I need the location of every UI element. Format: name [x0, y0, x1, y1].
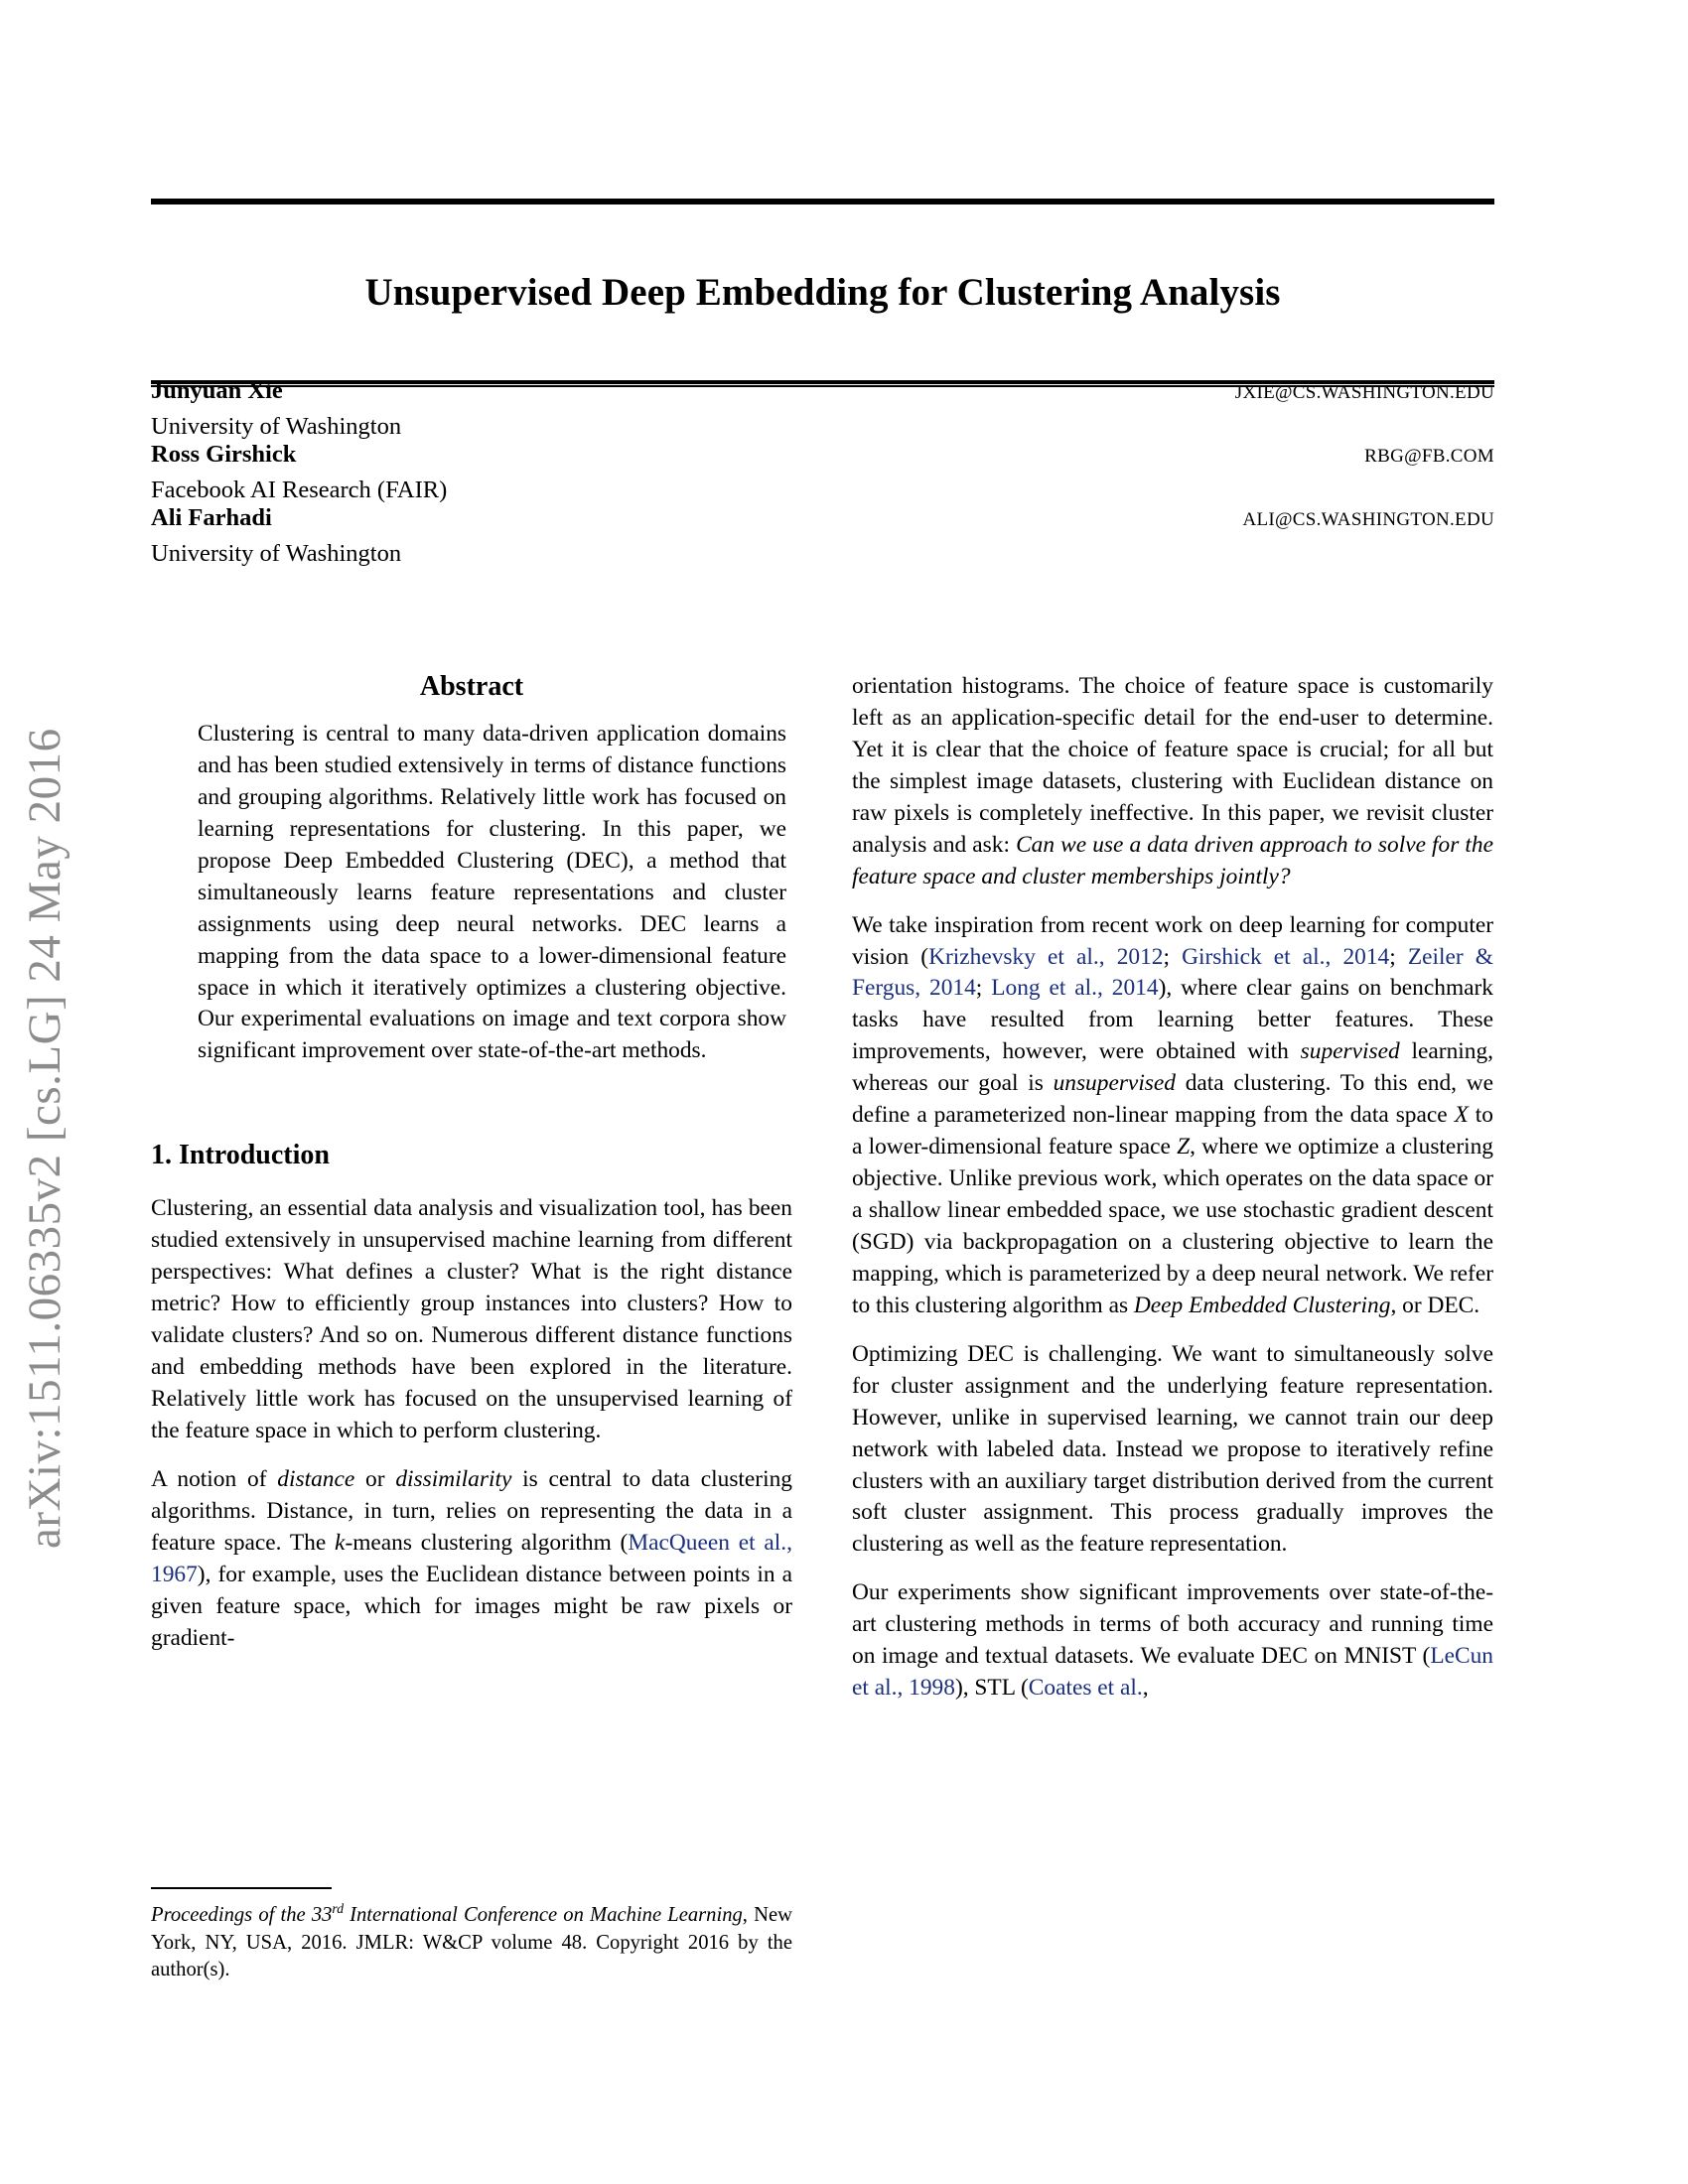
text-fragment-italic: dissimilarity	[395, 1465, 512, 1492]
citation-link[interactable]: Coates et al.	[1028, 1675, 1143, 1702]
author-entry	[151, 377, 1494, 441]
footnote-fragment-italic: International Conference on Machine Learning	[344, 1903, 743, 1926]
author-name: Ross Girshick	[151, 441, 297, 468]
math-symbol: Z	[1177, 1134, 1191, 1160]
section-heading-introduction: 1. Introduction	[151, 1140, 330, 1171]
paper-page	[151, 0, 1494, 2184]
text-fragment: ;	[1389, 943, 1408, 970]
right-column	[852, 671, 1493, 1705]
left-column	[151, 671, 792, 1981]
author-email[interactable]: ALI@CS.WASHINGTON.EDU	[1242, 509, 1494, 530]
intro-paragraph-1: Clustering, an essential data analysis and visualization tool, has been studied extensively in unsupervised machine learning from different perspectives: What defines a cluster? What is the right distance metric? How to efficiently group instances into clusters? How to validate clusters? And so on. Numerous different distance functions and embedding methods have been explored in the literature. Relatively little work has focused on the unsupervised learning of the feature space in which to perform clustering.	[151, 1195, 792, 1443]
math-symbol: X	[1454, 1102, 1469, 1129]
citation-link[interactable]: MacQueen et al., 1967	[151, 1529, 792, 1587]
text-fragment: -means clustering algorithm (	[345, 1529, 629, 1556]
citation-link[interactable]: Krizhevsky et al., 2012	[928, 943, 1164, 970]
footnote-ordinal-suffix: rd	[332, 1901, 344, 1916]
citation-link[interactable]: Long et al., 2014	[991, 975, 1159, 1002]
author-row	[151, 377, 1494, 405]
right-paragraph-1	[852, 671, 1493, 893]
text-fragment: ;	[975, 975, 992, 1002]
title-top-rule	[151, 199, 1494, 205]
citation-link[interactable]: Girshick et al., 2014	[1182, 943, 1390, 970]
author-row	[151, 441, 1494, 469]
arxiv-stamp-text: arXiv:1511.06335v2 [cs.LG] 24 May 2016	[19, 728, 70, 1549]
text-fragment: ), where clear gains on benchmark tasks have resulted from learning better features. These improvements, however, were obtained with	[852, 975, 1493, 1065]
abstract-body: Clustering is central to many data-driven application domains and has been studied extensively in terms of distance functions and grouping algorithms. Relatively little work has focused on learning representations for clustering. In this paper, we propose Deep Embedded Clustering (DEC), a method that simultaneously learns feature representations and cluster assignments using deep neural networks. DEC learns a mapping from the data space to a lower-dimensional feature space in which it iteratively optimizes a clustering objective. Our experimental evaluations on image and text corpora show significant improvement over state-of-the-art methods.	[198, 721, 786, 1064]
author-row	[151, 504, 1494, 532]
text-fragment: learning, whereas our goal is	[852, 1038, 1493, 1097]
citation-link[interactable]: Zeiler & Fergus, 2014	[852, 943, 1493, 1002]
footnote-fragment: , New York, NY, USA, 2016. JMLR: W&CP volume 48. Copyright 2016 by the author(s).	[151, 1903, 792, 1981]
footnote-text	[151, 1900, 792, 1984]
text-fragment: is central to data clustering algorithms. Distance, in turn, relies on representing the data in a feature space. The	[151, 1465, 792, 1556]
author-entry	[151, 441, 1494, 504]
author-affiliation: University of Washington	[151, 540, 402, 567]
intro-paragraph-2	[151, 1464, 792, 1655]
text-fragment-italic: unsupervised	[1053, 1070, 1176, 1097]
author-affiliation: Facebook AI Research (FAIR)	[151, 477, 448, 503]
text-fragment: , where we optimize a clustering objective. Unlike previous work, which operates on the data space or a shallow linear embedded space, we use stochastic gradient descent (SGD) via backpropagation on a clustering objective to learn the mapping, which is parameterized by a deep neural network. We refer to this clustering algorithm as	[852, 1134, 1493, 1318]
title-block	[151, 199, 1494, 387]
author-entry	[151, 504, 1494, 568]
author-name: Ali Farhadi	[151, 504, 272, 531]
author-email[interactable]: RBG@FB.COM	[1364, 446, 1494, 467]
right-paragraph-3: Optimizing DEC is challenging. We want to simultaneously solve for cluster assignment and the underlying feature representation. However, unlike in supervised learning, we cannot train our deep network with labeled data. Instead we propose to iteratively refine clusters with an auxiliary target distribution derived from the current soft cluster assignment. This process gradually improves the clustering as well as the feature representation.	[852, 1340, 1493, 1558]
page-title: Unsupervised Deep Embedding for Clustering Analysis	[364, 271, 1281, 315]
math-symbol: k	[335, 1529, 346, 1556]
arxiv-stamp	[0, 0, 89, 2184]
text-fragment: orientation histograms. The choice of feature space is customarily left as an application-specific detail for the end-user to determine. Yet it is clear that the choice of feature space is crucial; for all but the simplest image datasets, clustering with Euclidean distance on raw pixels is completely ineffective. In this paper, we revisit cluster analysis and ask:	[852, 673, 1493, 858]
text-fragment: , or DEC.	[1390, 1292, 1480, 1318]
author-block	[151, 377, 1494, 568]
text-fragment-italic: Can we use a data driven approach to solve for the feature space and cluster memberships jointly?	[852, 831, 1493, 889]
right-paragraph-2	[852, 910, 1493, 1322]
text-fragment: ), for example, uses the Euclidean distance between points in a given feature space, which for images might be raw pixels or gradient-	[151, 1561, 792, 1651]
author-email[interactable]: JXIE@CS.WASHINGTON.EDU	[1234, 382, 1494, 403]
citation-link[interactable]: LeCun et al., 1998	[852, 1643, 1493, 1702]
text-fragment: to a lower-dimensional feature space	[852, 1102, 1493, 1160]
text-fragment: data clustering. To this end, we define a parameterized non-linear mapping from the data space	[852, 1070, 1493, 1129]
author-affiliation: University of Washington	[151, 413, 402, 440]
text-fragment: or	[354, 1465, 396, 1492]
footnote-issue-number: 33	[311, 1903, 333, 1926]
text-fragment-italic: distance	[277, 1465, 355, 1492]
footnote-rule	[151, 1887, 332, 1889]
text-fragment: ;	[1163, 943, 1183, 970]
text-fragment-italic: supervised	[1300, 1038, 1400, 1065]
footnote-block	[151, 1887, 792, 1984]
body-columns	[151, 671, 1494, 1981]
text-fragment: Our experiments show significant improvements over state-of-the-art clustering methods in terms of both accuracy and running time on image and textual datasets. We evaluate DEC on MNIST (	[852, 1579, 1493, 1670]
text-fragment: We take inspiration from recent work on deep learning for computer vision (	[852, 911, 1493, 970]
text-fragment: ,	[1142, 1675, 1149, 1702]
text-fragment-italic: Deep Embedded Clustering	[1133, 1292, 1391, 1318]
author-name: Junyuan Xie	[151, 377, 283, 404]
footnote-fragment-italic: Proceedings of the	[151, 1903, 312, 1926]
abstract-heading: Abstract	[419, 671, 524, 702]
text-fragment: ), STL (	[954, 1675, 1029, 1702]
right-paragraph-4	[852, 1577, 1493, 1705]
text-fragment: A notion of	[151, 1465, 278, 1492]
